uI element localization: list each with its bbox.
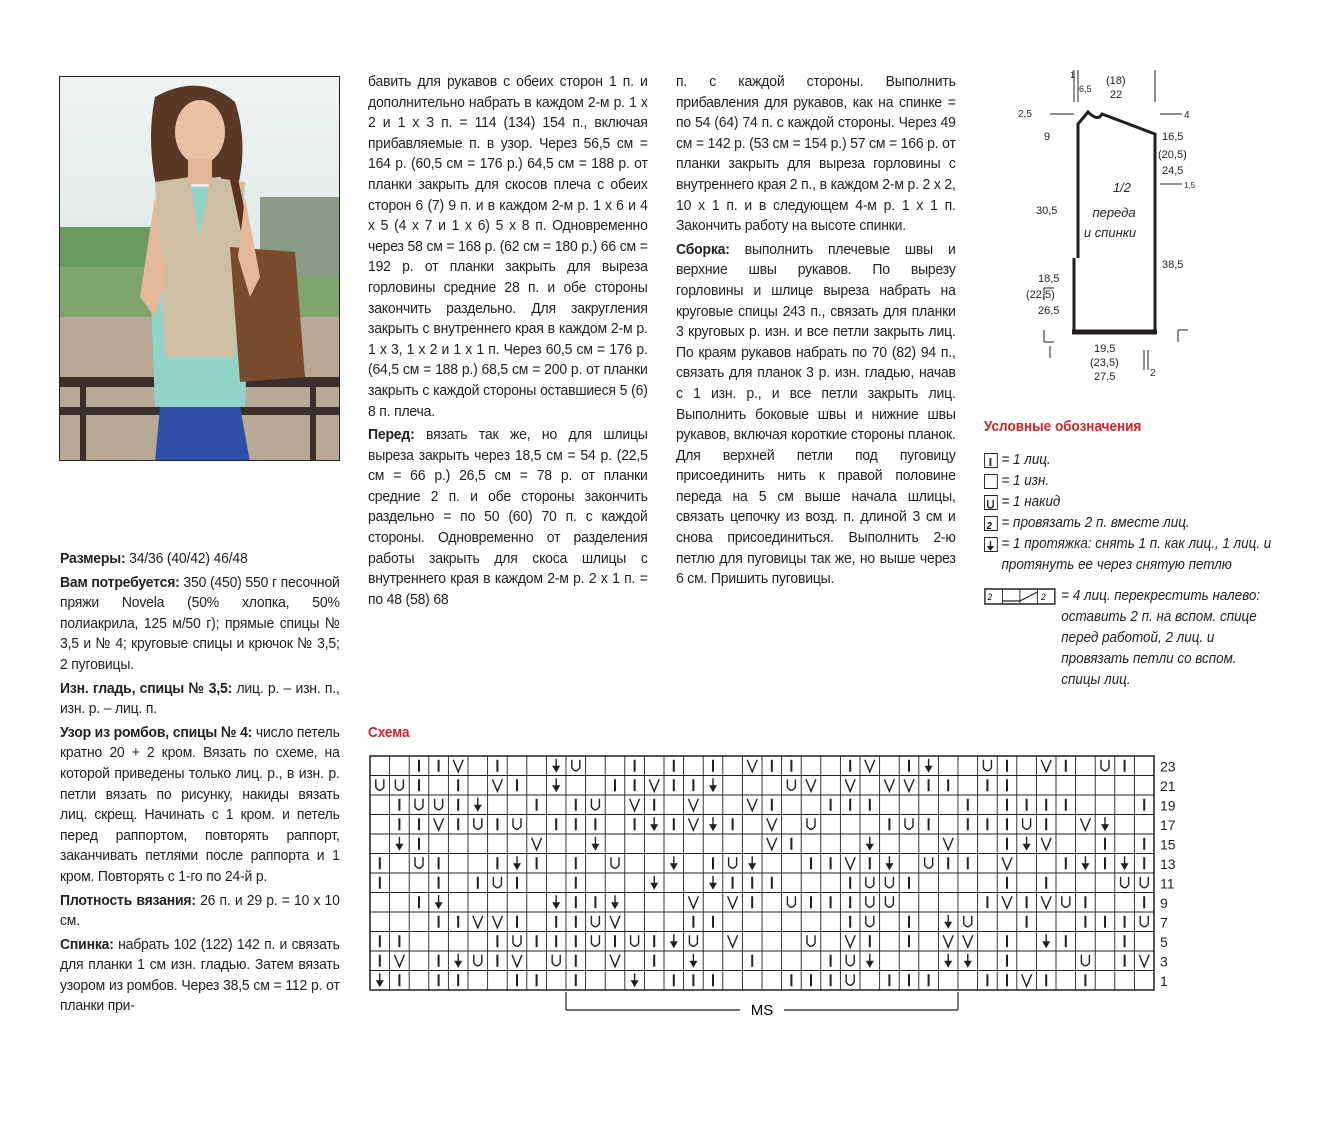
dim-right-15: 1,5 bbox=[1184, 181, 1196, 190]
dim-top-c: (18) bbox=[1106, 75, 1126, 87]
legend bbox=[984, 450, 1278, 691]
chart-cell-symbol bbox=[415, 799, 423, 810]
legend-item-yarnover bbox=[984, 492, 1278, 513]
chart-cell-symbol bbox=[925, 857, 933, 868]
chart-cell-symbol bbox=[552, 759, 560, 773]
front-continued-text: п. с каждой стороны. Выполнить прибавления для рукавов, как на спинке = по 54 (64) 74 п. с каждой стороны. Через 49 см = 142 р. (53 см = 154 р.) 57 см = 166 р. от планки закрыть для выреза горловины с внутреннего края 2 п., в каждом 2-м р. 2 x 2, 10 x 1 п. и в следующем 4-м р. 1 x 1 п. Закончить работу на высоте спинки. bbox=[676, 73, 956, 235]
chart-cell-symbol bbox=[513, 935, 521, 946]
chart-cell-symbol bbox=[591, 799, 599, 810]
diagram-label-back: и спинки bbox=[1083, 225, 1137, 240]
chart-cell-symbol bbox=[435, 799, 443, 810]
sizes-text: 34/36 (40/42) 46/48 bbox=[125, 550, 248, 567]
dim-right-245: 24,5 bbox=[1162, 165, 1184, 177]
chart-cell-symbol bbox=[983, 760, 991, 771]
density-text: 26 п. и 29 р. = 10 x 10 см. bbox=[60, 891, 340, 930]
front-text: вязать так же, но для шлицы выреза закрыть через 18,5 см = 54 р. (22,5 см = 66 р.) 26,5 см = 78 р. от планки средние 2 п. и обе стороны закончить раздельно = по 50 (60) 70 п. с каждой стороны. Одновременно от разделения работы закрыть для скоса шлицы с внутреннего края в каждом 2-м р. 2 x 1 п. = по 48 (58) 68 bbox=[368, 426, 648, 608]
chart-cell-symbol bbox=[688, 818, 698, 830]
chart-cell-symbol bbox=[787, 896, 795, 907]
chart-row-number: 19 bbox=[1160, 797, 1176, 814]
dim-bottom-195: 19,5 bbox=[1094, 343, 1116, 355]
chart-cell-symbol bbox=[709, 876, 717, 890]
chart-cell-symbol bbox=[492, 779, 502, 791]
front-label: Перед: bbox=[368, 426, 415, 444]
k2tog-symbol-icon bbox=[984, 516, 998, 531]
chart-cell-symbol bbox=[630, 799, 640, 811]
chart-cell-symbol bbox=[728, 896, 738, 908]
chart-cell-symbol bbox=[1002, 857, 1012, 869]
chart-cell-symbol bbox=[395, 837, 403, 851]
chart-cell-symbol bbox=[512, 955, 522, 967]
chart-cell-symbol bbox=[610, 955, 620, 967]
chart-cell-symbol bbox=[1041, 760, 1051, 772]
chart-cell-symbol bbox=[649, 779, 659, 791]
dim-bottom-235: (23,5) bbox=[1090, 357, 1119, 369]
knit-symbol-icon bbox=[984, 453, 998, 468]
chart-cell-symbol bbox=[688, 799, 698, 811]
legend-text: = 1 протяжка: снять 1 п. как лиц., 1 лиц. и протянуть ее через снятую петлю bbox=[1001, 536, 1272, 573]
legend-text: = 1 лиц. bbox=[1001, 452, 1051, 468]
legend-item-purl bbox=[984, 471, 1278, 492]
yarnover-symbol-icon bbox=[984, 495, 998, 510]
dim-right-4: 4 bbox=[1184, 110, 1190, 121]
dim-right-205: (20,5) bbox=[1158, 149, 1187, 161]
chart-cell-symbol bbox=[1101, 760, 1109, 771]
chart-cell-symbol bbox=[885, 896, 893, 907]
chart-cell-symbol bbox=[767, 818, 777, 830]
legend-title: Условные обозначения bbox=[984, 418, 1142, 435]
chart-cell-symbol bbox=[904, 779, 914, 791]
chart-cell-symbol bbox=[631, 973, 639, 987]
chart-cell-symbol bbox=[709, 778, 717, 792]
chart-cell-symbol bbox=[1140, 877, 1148, 888]
chart-cell-symbol bbox=[964, 916, 972, 927]
chart-cell-symbol bbox=[1002, 896, 1012, 908]
chart-row-number: 13 bbox=[1160, 856, 1176, 872]
chart-cell-symbol bbox=[492, 916, 502, 928]
legend-text: = провязать 2 п. вместе лиц. bbox=[1001, 515, 1190, 531]
text-column-3 bbox=[676, 72, 956, 593]
chart-cell-symbol bbox=[963, 935, 973, 947]
chart-cell-symbol bbox=[806, 779, 816, 791]
chart-cell-symbol bbox=[631, 935, 639, 946]
chart-cell-symbol bbox=[846, 955, 854, 966]
chart-cell-symbol bbox=[866, 954, 874, 968]
chart-cell-symbol bbox=[689, 935, 697, 946]
chart-cell-symbol bbox=[1062, 896, 1070, 907]
chart-row-number: 5 bbox=[1160, 934, 1168, 950]
dim-right-385: 38,5 bbox=[1162, 259, 1184, 271]
chart-cell-symbol bbox=[787, 779, 795, 790]
diagram-label-front: переда bbox=[1092, 205, 1136, 220]
model-photo bbox=[59, 76, 340, 461]
chart-cell-symbol bbox=[611, 857, 619, 868]
chart-cell-symbol bbox=[845, 779, 855, 791]
cable-num-left: 2 bbox=[987, 591, 993, 603]
chart-cell-symbol bbox=[943, 935, 953, 947]
ms-label: MS bbox=[750, 1002, 774, 1019]
chart-cell-symbol bbox=[865, 760, 875, 772]
chart-cell-symbol bbox=[670, 934, 678, 948]
knitting-chart bbox=[368, 752, 1188, 1022]
materials-text: 350 (450) 550 г песочной пряжи Novela (50% хлопка, 50% полиакрила, 125 м/50 г); прямые спицы № 3,5 и № 4; круговые спицы и крючок № 3,5; 2 пуговицы. bbox=[60, 573, 340, 673]
chart-cell-symbol bbox=[1022, 974, 1032, 986]
chart-cell-symbol bbox=[729, 857, 737, 868]
chart-cell-symbol bbox=[846, 974, 854, 985]
chart-row-number: 21 bbox=[1160, 778, 1176, 794]
chart-cell-symbol bbox=[572, 760, 580, 771]
chart-row-number: 3 bbox=[1160, 953, 1168, 970]
chart-cell-symbol bbox=[866, 896, 874, 907]
dim-top-d: 22 bbox=[1110, 89, 1123, 101]
chart-row-number: 1 bbox=[1160, 973, 1168, 989]
chart-cell-symbol bbox=[866, 877, 874, 888]
stitch-text: лиц. р. – изн. п., изн. р. – лиц. п. bbox=[60, 679, 340, 718]
chart-cell-symbol bbox=[905, 818, 913, 829]
dim-left-9: 9 bbox=[1044, 131, 1051, 143]
chart-cell-symbol bbox=[493, 877, 501, 888]
chart-row-number: 17 bbox=[1160, 817, 1176, 833]
chart-cell-symbol bbox=[395, 779, 403, 790]
chart-cell-symbol bbox=[943, 838, 953, 850]
sizes-label: Размеры: bbox=[60, 550, 126, 567]
chart-row-number: 7 bbox=[1160, 914, 1168, 931]
chart-cell-symbol bbox=[552, 955, 560, 966]
chart-cell-symbol bbox=[1121, 877, 1129, 888]
diagram-label-half: 1/2 bbox=[1112, 180, 1132, 195]
chart-cell-symbol bbox=[866, 837, 874, 851]
chart-cell-symbol bbox=[1080, 818, 1090, 830]
chart-cell-symbol bbox=[591, 916, 599, 927]
chart-cell-symbol bbox=[747, 760, 757, 772]
chart-cell-symbol bbox=[454, 954, 462, 968]
chart-cell-symbol bbox=[552, 778, 560, 792]
chart-row-number: 9 bbox=[1160, 895, 1168, 911]
chart-cell-symbol bbox=[845, 935, 855, 947]
purl-symbol-icon bbox=[984, 474, 998, 489]
back-continued-text: бавить для рукавов с обеих сторон 1 п. и дополнительно набрать в каждом 2-м р. 1 x 2 и 1 x 3 п. = 114 (134) 154 п., включая прибавляемые п. в узор. Через 56,5 см = 164 р. (60,5 см = 176 р.) 64,5 см = 188 р. от планки закрыть для скосов плеча с обеих сторон 6 (7) 9 п. и в каждом 2-м р. 1 x 6 и 4 x 5 (4 x 7 и 1 x 6) 5 x 8 п. Одновременно через 58 см = 168 р. (62 см = 180 р.) 66 см = 192 р. от планки закрыть для выреза горловины средние 28 п. и обе стороны закончить раздельно. Для закругления закрыть с внутреннего края в каждом 2-м р. 1 x 3, 1 x 2 и 1 x 1 п. Через 60,5 см = 176 р. (64,5 см = 188 р.) 68,5 см = 200 р. от планки закрыть с каждой стороны оставшиеся 5 (6) 8 п. плеча. bbox=[368, 73, 648, 420]
chart-cell-symbol bbox=[709, 817, 717, 831]
chart-cell-symbol bbox=[767, 838, 777, 850]
assembly-text: выполнить плечевые швы и верхние швы рукавов. По вырезу горловины и шлице выреза набрать на круговые спицы 243 п., связать для планки 3 круговых р. изн. и все петли закрыть лиц. По краям рукавов набрать по 70 (82) 94 п., связать для планок 3 р. изн. гладью, начав с 1 изн. р., и все петли закрыть лиц. Выполнить боковые швы и нижние швы рукавов, включая короткие стороны планок. Для верхней петли под пуговицу присоединить нить к правой половине переда на 5 см выше начала шлицы, связать цепочку из возд. п. длиной 3 см и снова присоединиться. Выполнить 2-ю петлю для пуговицы так же, но выше через 6 см. Пришить пуговицы. bbox=[676, 240, 956, 588]
chart-row-number: 11 bbox=[1160, 875, 1175, 892]
dim-right-165: 16,5 bbox=[1162, 131, 1184, 143]
chart-row-number: 23 bbox=[1160, 758, 1176, 775]
chart-cell-symbol bbox=[1139, 955, 1149, 967]
chart-cell-symbol bbox=[885, 856, 893, 870]
chart-cell-symbol bbox=[807, 818, 815, 829]
dim-left-265: 26,5 bbox=[1038, 305, 1060, 317]
chart-row-number: 15 bbox=[1160, 836, 1176, 853]
dim-top-b: 6,5 bbox=[1079, 84, 1092, 94]
chart-cell-symbol bbox=[591, 837, 599, 851]
chart-cell-symbol bbox=[513, 856, 521, 870]
chart-cell-symbol bbox=[944, 915, 952, 929]
chart-cell-symbol bbox=[610, 916, 620, 928]
chart-cell-symbol bbox=[964, 954, 972, 968]
legend-text: = 1 накид bbox=[1001, 494, 1061, 510]
chart-cell-symbol bbox=[1023, 837, 1031, 851]
chart-cell-symbol bbox=[650, 817, 658, 831]
chart-cell-symbol bbox=[376, 973, 384, 987]
photo-illustration bbox=[60, 77, 340, 461]
garment-schematic bbox=[1010, 62, 1220, 392]
back-label: Спинка: bbox=[60, 935, 114, 953]
chart-cell-symbol bbox=[453, 760, 463, 772]
dim-bottom-2: 2 bbox=[1150, 368, 1156, 379]
chart-cell-symbol bbox=[885, 877, 893, 888]
chart-cell-symbol bbox=[434, 818, 444, 830]
dim-bottom-275: 27,5 bbox=[1094, 371, 1116, 383]
legend-text: = 4 лиц. перекрестить налево: оставить 2 п. на вспом. спице перед работой, 2 лиц. и провязать петли со вспом. спицы лиц. bbox=[1061, 588, 1261, 688]
chart-cell-symbol bbox=[1041, 896, 1051, 908]
chart-cell-symbol bbox=[689, 954, 697, 968]
legend-item-k2tog bbox=[984, 513, 1278, 534]
cable-symbol-icon bbox=[984, 588, 1058, 606]
chart-cell-symbol bbox=[474, 818, 482, 829]
text-column-2 bbox=[368, 72, 648, 613]
chart-cell-symbol bbox=[1121, 856, 1129, 870]
chart-cell-symbol bbox=[591, 935, 599, 946]
materials-label: Вам потребуется: bbox=[60, 573, 180, 591]
chart-cell-symbol bbox=[415, 857, 423, 868]
back-text: набрать 102 (122) 142 п. и связать для планки 1 см изн. гладью. Затем вязать узором из ромбов. Через 38,5 см = 112 р. от планки при- bbox=[60, 935, 340, 1015]
pattern-text: число петель кратно 20 + 2 кром. Вязать по схеме, на которой приведены только лиц. р., в изн. р. петли вязать по рисунку, накиды вязать лиц. скрещ. Начинать с 1 кром. и петель перед раппортом, повторять раппорт, заканчивать петлями после раппорта и 1 кром. Повторять с 1-го по 24-й р. bbox=[60, 723, 340, 885]
chart-cell-symbol bbox=[1081, 955, 1089, 966]
garment-outline bbox=[1074, 112, 1155, 332]
chart-cell-symbol bbox=[807, 935, 815, 946]
chart-cell-symbol bbox=[1023, 818, 1031, 829]
chart-row-numbers bbox=[1160, 759, 1176, 990]
legend-item-ssk bbox=[984, 534, 1278, 576]
dim-left-305: 30,5 bbox=[1036, 205, 1058, 217]
chart-cell-symbol bbox=[688, 896, 698, 908]
chart-cell-symbol bbox=[1140, 916, 1148, 927]
chart-cell-symbol bbox=[532, 838, 542, 850]
chart-cell-symbol bbox=[435, 895, 443, 909]
chart-cell-symbol bbox=[944, 954, 952, 968]
dim-left-25: 2,5 bbox=[1018, 109, 1032, 120]
chart-cell-symbol bbox=[474, 955, 482, 966]
cable-num-right: 2 bbox=[1041, 591, 1046, 603]
ssk-symbol-icon bbox=[984, 537, 998, 552]
chart-cell-symbol bbox=[1101, 817, 1109, 831]
chart-cell-symbol bbox=[394, 955, 404, 967]
dim-left-225: (22,5) bbox=[1026, 289, 1055, 301]
text-column-1 bbox=[60, 549, 340, 1020]
chart-cell-symbol bbox=[747, 799, 757, 811]
chart-cell-symbol bbox=[473, 916, 483, 928]
chart-cell-symbol bbox=[1081, 856, 1089, 870]
chart-cell-symbol bbox=[748, 856, 756, 870]
dim-left-185: 18,5 bbox=[1038, 273, 1060, 285]
chart-cell-symbol bbox=[1042, 934, 1050, 948]
chart-cell-symbol bbox=[670, 856, 678, 870]
chart-cell-symbol bbox=[1041, 838, 1051, 850]
chart-grid bbox=[370, 756, 1154, 990]
chart-cell-symbol bbox=[866, 916, 874, 927]
svg-text:2: 2 bbox=[986, 520, 992, 531]
chart-cell-symbol bbox=[884, 779, 894, 791]
chart-cell-symbol bbox=[728, 935, 738, 947]
legend-text: = 1 изн. bbox=[1001, 473, 1050, 489]
legend-item-cable bbox=[984, 586, 1278, 691]
chart-cell-symbol bbox=[611, 895, 619, 909]
chart-cell-symbol bbox=[376, 779, 384, 790]
schema-title: Схема bbox=[368, 724, 410, 741]
assembly-label: Сборка: bbox=[676, 240, 730, 258]
chart-cell-symbol bbox=[650, 876, 658, 890]
chart-cell-symbol bbox=[513, 818, 521, 829]
chart-cell-symbol bbox=[474, 798, 482, 812]
legend-item-knit bbox=[984, 450, 1278, 471]
pattern-label: Узор из ромбов, спицы № 4: bbox=[60, 723, 253, 741]
chart-ms-bracket bbox=[566, 992, 958, 1019]
chart-cell-symbol bbox=[845, 857, 855, 869]
density-label: Плотность вязания: bbox=[60, 891, 196, 909]
dim-top-a: 1 bbox=[1070, 70, 1076, 80]
stitch-label: Изн. гладь, спицы № 3,5: bbox=[60, 679, 233, 697]
chart-cell-symbol bbox=[552, 895, 560, 909]
chart-cell-symbol bbox=[925, 759, 933, 773]
